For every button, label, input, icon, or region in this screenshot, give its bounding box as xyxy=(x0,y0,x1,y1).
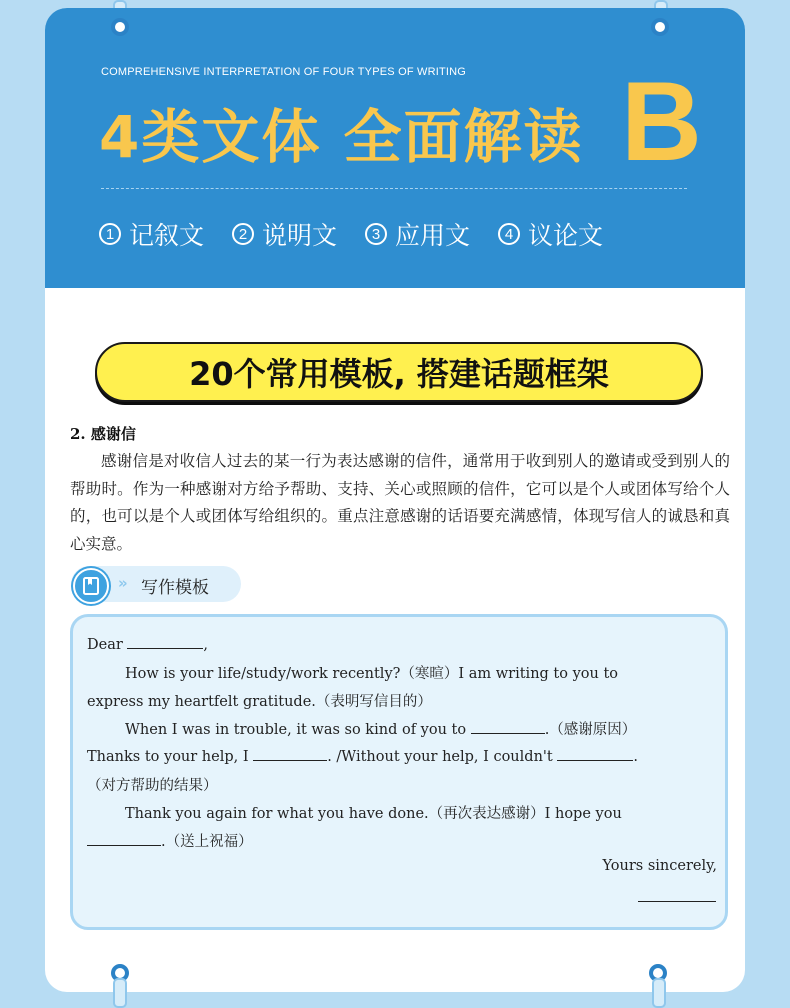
type-label: 记叙文 xyxy=(129,221,205,250)
volume-letter: B xyxy=(621,59,702,184)
template-line: .（送上祝福） xyxy=(87,830,717,851)
type-item-expository xyxy=(232,216,337,252)
double-chevron-icon: » xyxy=(118,574,128,592)
circled-number: 4 xyxy=(498,223,520,245)
circled-number: 2 xyxy=(232,223,254,245)
template-box xyxy=(70,614,728,930)
template-line: Thank you again for what you have done.（再次表达感谢）I hope you xyxy=(125,806,622,822)
type-item-practical xyxy=(365,216,470,252)
type-label: 应用文 xyxy=(395,221,471,250)
closing-line: Yours sincerely, xyxy=(602,858,717,874)
book-icon xyxy=(73,568,109,604)
section-intro: 感谢信是对收信人过去的某一行为表达感谢的信件，通常用于收到别人的邀请或受到别人的帮助时。作为一种感谢对方给予帮助、支持、关心或照顾的信件，它可以是个人或团体写给个人的，也可以是个人或团体写给组织的。重点注意感谢的话语要充满感情，体现写信人的诚恳和真心实意。 xyxy=(70,452,730,553)
template-line: When I was in trouble, it was so kind of you to .（感谢原因） xyxy=(125,718,717,739)
banner-pill: 20个常用模板, 搭建话题框架 xyxy=(95,342,703,402)
template-tag xyxy=(71,566,241,602)
dashed-divider xyxy=(101,188,687,189)
type-item-argumentative xyxy=(498,216,603,252)
main-title: 4类文体 全面解读 xyxy=(99,103,584,171)
template-line: Dear , xyxy=(87,634,717,653)
template-line: express my heartfelt gratitude.（表明写信目的） xyxy=(87,694,432,710)
type-item-narrative xyxy=(99,216,204,252)
binder-hole-top-right xyxy=(651,18,669,36)
english-subtitle: COMPREHENSIVE INTERPRETATION OF FOUR TYPES OF WRITING xyxy=(101,66,467,78)
type-label: 议论文 xyxy=(528,221,604,250)
circled-number: 3 xyxy=(365,223,387,245)
tag-label: 写作模板 xyxy=(141,578,209,598)
binder-hole-top-left xyxy=(111,18,129,36)
signature-blank xyxy=(638,901,716,902)
page-card xyxy=(45,8,745,992)
header-banner xyxy=(45,8,745,288)
template-line: （对方帮助的结果） xyxy=(87,778,218,794)
section-title: 2. 感谢信 xyxy=(70,425,136,443)
type-label: 说明文 xyxy=(262,221,338,250)
circled-number: 1 xyxy=(99,223,121,245)
writing-types-list xyxy=(99,216,603,252)
template-line: Thanks to your help, I . /Without your help, I couldn't . xyxy=(87,746,717,765)
template-line: How is your life/study/work recently?（寒暄）I am writing to you to xyxy=(125,666,619,682)
